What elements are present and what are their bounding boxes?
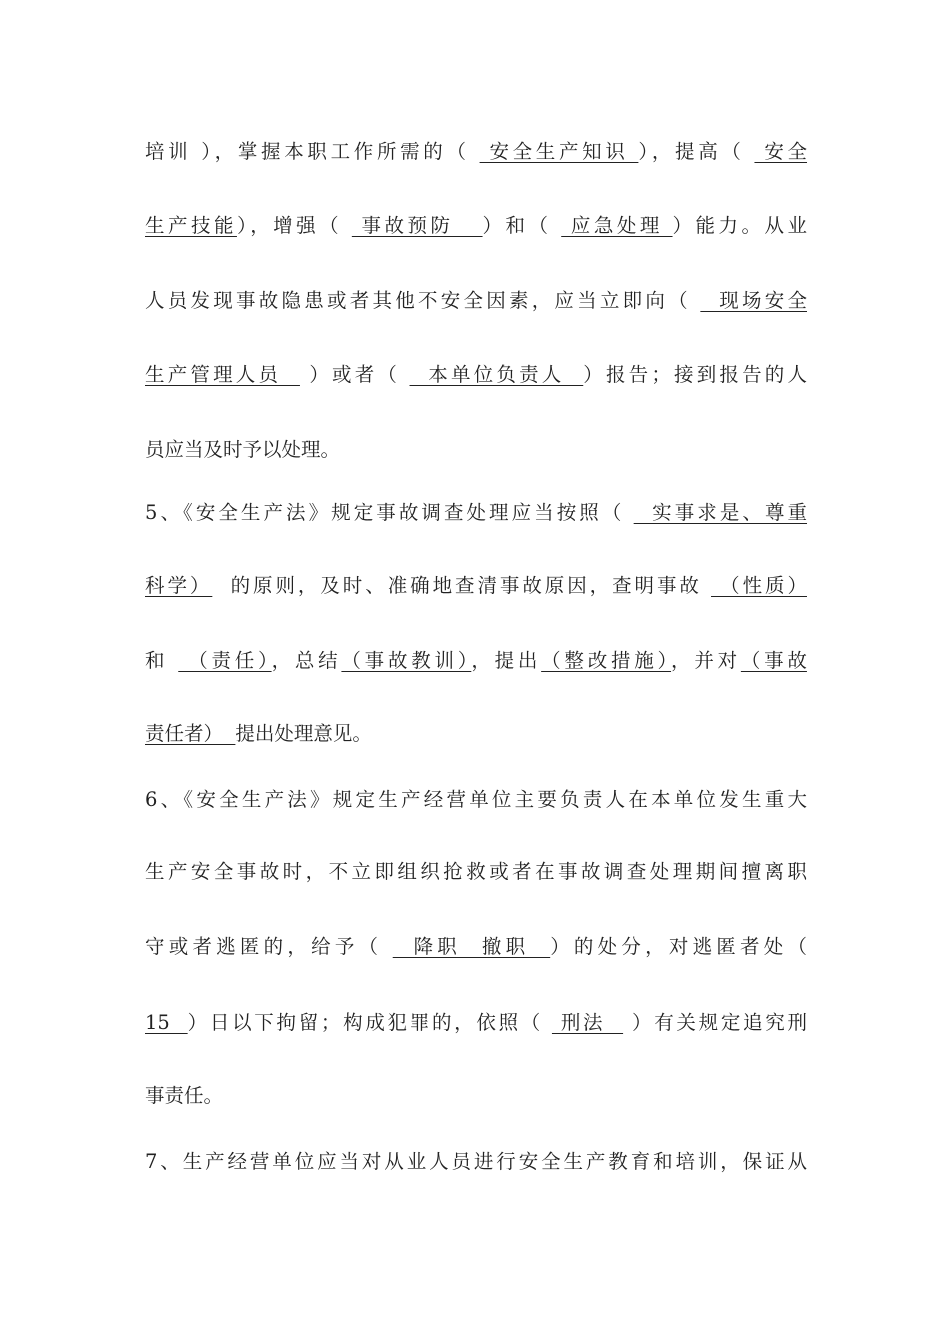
text-line (145, 212, 807, 240)
underlined-answer: 责任者） (145, 722, 236, 745)
underlined-answer: （整改措施） (541, 649, 672, 672)
text-segment: ）的处分，对逃匿者处（ (550, 935, 807, 958)
text-line (145, 1148, 807, 1176)
underlined-answer: 本单位负责人 (409, 363, 584, 386)
text-segment: 的原则，及时、准确地查清事故原因，查明事故 (212, 574, 712, 597)
text-segment: 培训 (145, 140, 202, 163)
underlined-answer: 科学） (145, 574, 213, 597)
text-segment: ）或者（ (299, 363, 410, 386)
underlined-answer: 安全生产知识 (479, 140, 639, 163)
text-line (145, 138, 807, 166)
underlined-answer: 实事求是、尊重 (633, 501, 808, 524)
text-line (145, 436, 807, 464)
text-segment: 和 (145, 649, 179, 672)
text-line (145, 572, 807, 600)
text-segment: 6、《安全生产法》规定生产经营单位主要负责人在本单位发生重大 (145, 788, 807, 811)
text-segment: ），增强（ (236, 214, 352, 237)
text-line (145, 858, 807, 886)
text-line (145, 361, 807, 389)
text-segment: 员应当及时予以处理。 (145, 438, 341, 461)
underlined-answer: 15 (145, 1011, 188, 1034)
text-segment: 事责任。 (145, 1084, 224, 1107)
text-segment: ，提出 (471, 649, 542, 672)
text-segment: ，总结 (271, 649, 342, 672)
text-segment: 5、《安全生产法》规定事故调查处理应当按照（ (145, 501, 634, 524)
text-segment: ）和（ (482, 214, 562, 237)
underlined-answer: 应急处理 (561, 214, 673, 237)
text-segment: ）报告；接到报告的人 (583, 363, 807, 386)
text-segment: ）能力。从业 (672, 214, 807, 237)
text-line (145, 1082, 807, 1110)
text-segment: 守或者逃匿的，给予（ (145, 935, 393, 958)
underlined-answer: 生产技能 (145, 214, 237, 237)
text-segment: ），掌握本职工作所需的（ (201, 140, 480, 163)
underlined-answer: 现场安全 (700, 289, 807, 312)
underlined-answer: （责任） (178, 649, 272, 672)
text-line (145, 786, 807, 814)
text-line (145, 720, 807, 748)
text-line (145, 647, 807, 675)
underlined-answer: （事故教训） (341, 649, 472, 672)
text-segment: 生产安全事故时，不立即组织抢救或者在事故调查处理期间擅离职 (145, 860, 807, 883)
text-segment: 人员发现事故隐患或者其他不安全因素，应当立即向（ (145, 289, 701, 312)
underlined-answer: 事故预防 (351, 214, 483, 237)
underlined-answer: （事故 (740, 649, 807, 672)
underlined-answer: （性质） (711, 574, 807, 597)
text-segment: 提出处理意见。 (235, 722, 372, 745)
text-line (145, 1009, 807, 1037)
text-segment: ）有关规定追究刑 (623, 1011, 807, 1034)
text-line (145, 499, 807, 527)
text-segment: ，并对 (671, 649, 741, 672)
text-line (145, 287, 807, 315)
text-segment: 7、生产经营单位应当对从业人员进行安全生产教育和培训，保证从 (145, 1150, 807, 1173)
underlined-answer: 安全 (754, 140, 808, 163)
underlined-answer: 生产管理人员 (145, 363, 300, 386)
text-segment: ）日以下拘留；构成犯罪的，依照（ (187, 1011, 552, 1034)
text-segment: ），提高（ (638, 140, 755, 163)
underlined-answer: 降职 撤职 (392, 935, 551, 958)
underlined-answer: 刑法 (551, 1011, 624, 1034)
text-line (145, 933, 807, 961)
